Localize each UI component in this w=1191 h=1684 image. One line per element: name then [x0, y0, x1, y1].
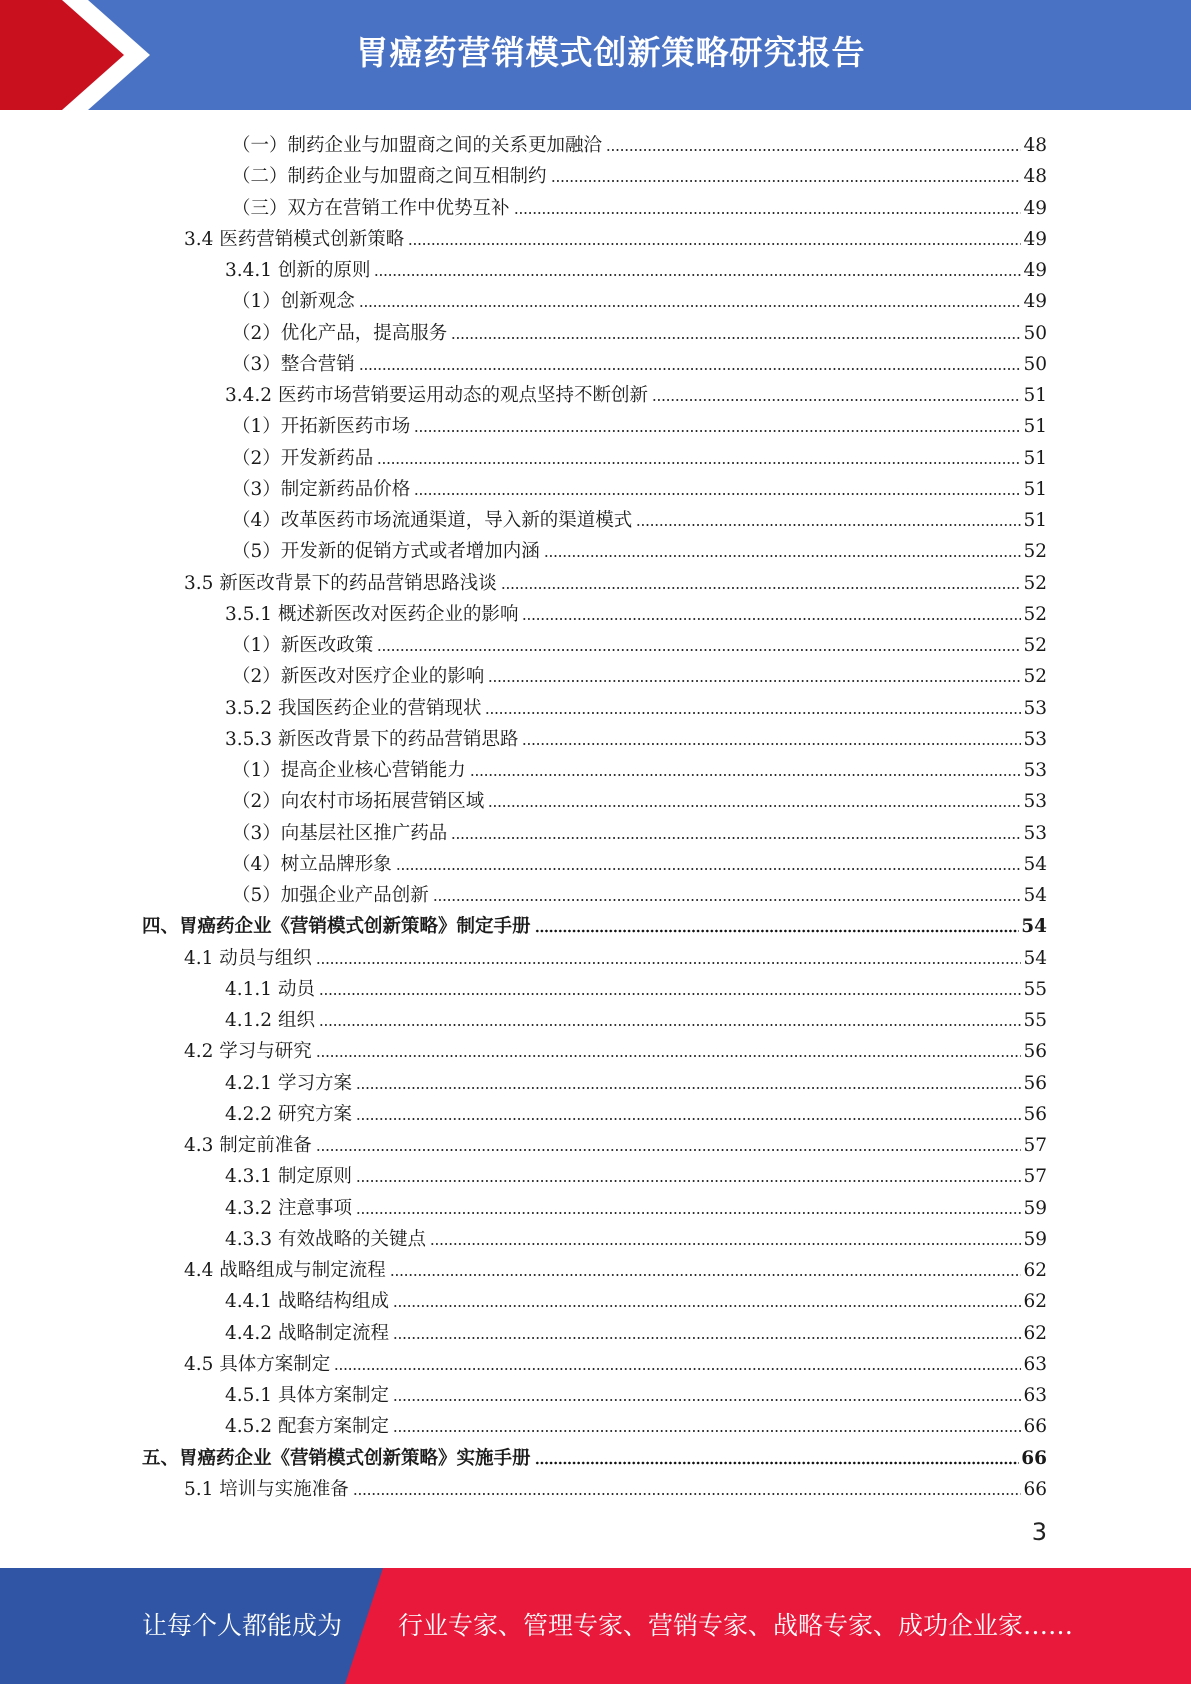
toc-entry-page: 56 — [1023, 1072, 1047, 1094]
toc-dot-leader — [390, 1273, 1022, 1277]
toc-entry[interactable] — [232, 846, 1047, 876]
toc-entry[interactable] — [184, 565, 1047, 595]
toc-entry-page: 59 — [1023, 1228, 1047, 1250]
toc-entry-page: 51 — [1023, 416, 1047, 438]
toc-entry-title: 3.5 新医改背景下的药品营销思路浅谈 — [184, 572, 497, 594]
toc-entry-title: 4.5.2 配套方案制定 — [225, 1416, 389, 1438]
toc-entry-title: 4.4.2 战略制定流程 — [225, 1322, 389, 1344]
toc-entry-page: 57 — [1023, 1135, 1047, 1156]
toc-dot-leader — [606, 148, 1021, 152]
toc-entry-page: 62 — [1023, 1260, 1047, 1281]
toc-dot-leader — [356, 1086, 1022, 1090]
toc-dot-leader — [470, 773, 1022, 777]
toc-dot-leader — [433, 898, 1022, 902]
toc-entry[interactable] — [184, 1127, 1047, 1157]
toc-dot-leader — [359, 367, 1022, 371]
toc-entry-title: 3.4.1 创新的原则 — [225, 260, 371, 281]
toc-dot-leader — [652, 398, 1021, 402]
toc-dot-leader — [319, 992, 1022, 996]
toc-dot-leader — [393, 1429, 1021, 1433]
toc-entry-title: （1）开拓新医药市场 — [232, 416, 411, 438]
toc-entry-page: 52 — [1023, 603, 1047, 625]
toc-entry-title: （2）开发新药品 — [232, 447, 374, 469]
toc-entry-title: 3.5.3 新医改背景下的药品营销思路 — [225, 728, 519, 750]
toc-entry[interactable] — [184, 1252, 1047, 1282]
toc-dot-leader — [544, 554, 1022, 558]
toc-entry-page: 52 — [1023, 572, 1047, 594]
toc-entry-title: 4.3.1 制定原则 — [225, 1166, 352, 1188]
toc-dot-leader — [377, 461, 1021, 465]
toc-entry[interactable] — [232, 408, 1047, 438]
toc-entry[interactable] — [225, 971, 1047, 1001]
toc-entry[interactable] — [232, 815, 1047, 845]
toc-entry-title: （4）改革医药市场流通渠道，导入新的渠道模式 — [232, 510, 633, 531]
toc-entry[interactable] — [225, 1002, 1047, 1032]
toc-entry-page: 49 — [1023, 260, 1047, 281]
toc-entry-page: 49 — [1023, 291, 1047, 313]
toc-entry[interactable] — [232, 315, 1047, 345]
toc-dot-leader — [359, 304, 1022, 308]
toc-entry-title: 3.4 医药营销模式创新策略 — [184, 228, 405, 250]
toc-entry[interactable] — [232, 283, 1047, 313]
toc-dot-leader — [319, 1023, 1022, 1027]
toc-entry-title: 3.5.1 概述新医改对医药企业的影响 — [225, 603, 519, 625]
toc-entry-title: （5）加强企业产品创新 — [232, 885, 429, 906]
toc-entry[interactable] — [232, 627, 1047, 657]
toc-entry-page: 66 — [1023, 1478, 1047, 1500]
toc-entry-title: （1）创新观念 — [232, 291, 355, 313]
toc-entry-title: （4）树立品牌形象 — [232, 853, 392, 875]
toc-entry-title: 3.5.2 我国医药企业的营销现状 — [225, 697, 482, 719]
toc-entry-title: 4.3 制定前准备 — [184, 1135, 312, 1156]
toc-entry-page: 53 — [1023, 822, 1047, 844]
toc-entry[interactable] — [225, 596, 1047, 626]
toc-entry-page: 62 — [1023, 1322, 1047, 1344]
toc-entry-page: 52 — [1023, 666, 1047, 688]
toc-entry-title: 4.4 战略组成与制定流程 — [184, 1260, 386, 1281]
toc-entry[interactable] — [232, 752, 1047, 782]
toc-dot-leader — [636, 523, 1021, 527]
toc-dot-leader — [522, 617, 1021, 621]
toc-entry[interactable] — [225, 1408, 1047, 1438]
toc-entry-title: 3.4.2 医药市场营销要运用动态的观点坚持不断创新 — [225, 385, 648, 406]
toc-dot-leader — [396, 867, 1022, 871]
toc-entry[interactable] — [225, 1065, 1047, 1095]
toc-entry[interactable] — [184, 221, 1047, 251]
toc-dot-leader — [488, 679, 1021, 683]
toc-entry-title: 五、胃癌药企业《营销模式创新策略》实施手册 — [142, 1447, 531, 1469]
document-title: 胃癌药营销模式创新策略研究报告 — [355, 33, 866, 72]
toc-entry[interactable] — [225, 1096, 1047, 1126]
toc-dot-leader — [414, 429, 1021, 433]
toc-entry-page: 62 — [1023, 1291, 1047, 1313]
toc-entry-title: 4.3.3 有效战略的关键点 — [225, 1228, 426, 1250]
toc-entry-title: 4.3.2 注意事项 — [225, 1197, 352, 1219]
toc-entry[interactable] — [232, 502, 1047, 532]
toc-entry-title: 4.2 学习与研究 — [184, 1041, 312, 1063]
toc-dot-leader — [356, 1179, 1022, 1183]
toc-entry[interactable] — [225, 1315, 1047, 1345]
toc-dot-leader — [374, 273, 1021, 277]
toc-entry-page: 66 — [1023, 1416, 1047, 1438]
toc-entry[interactable] — [225, 1221, 1047, 1251]
toc-entry[interactable] — [232, 658, 1047, 688]
toc-entry[interactable] — [232, 127, 1047, 157]
toc-entry[interactable] — [232, 533, 1047, 563]
toc-entry[interactable] — [232, 471, 1047, 501]
toc-entry[interactable] — [232, 877, 1047, 907]
toc-entry[interactable] — [184, 1033, 1047, 1063]
toc-entry-page: 53 — [1023, 760, 1047, 781]
toc-entry-title: （二）制药企业与加盟商之间互相制约 — [232, 166, 547, 188]
toc-entry-page: 54 — [1023, 947, 1047, 969]
toc-entry-page: 48 — [1023, 135, 1047, 156]
toc-entry-title: （1）新医改政策 — [232, 635, 374, 656]
toc-entry[interactable] — [184, 1471, 1047, 1501]
toc-dot-leader — [485, 711, 1021, 715]
footer-slogan-right: 行业专家、管理专家、营销专家、战略专家、成功企业家…… — [398, 1611, 1074, 1640]
toc-entry-title: 4.2.2 研究方案 — [225, 1103, 352, 1125]
page-footer — [0, 1568, 1191, 1684]
toc-dot-leader — [522, 742, 1021, 746]
toc-entry-page: 57 — [1023, 1166, 1047, 1188]
toc-entry-title: （5）开发新的促销方式或者增加内涵 — [232, 541, 540, 563]
page-number: 3 — [1031, 1518, 1047, 1546]
toc-entry-title: （2）优化产品，提高服务 — [232, 322, 448, 344]
toc-entry[interactable] — [225, 1158, 1047, 1188]
toc-entry-title: 4.5.1 具体方案制定 — [225, 1385, 389, 1406]
toc-entry-page: 48 — [1023, 166, 1047, 188]
toc-entry-page: 56 — [1023, 1103, 1047, 1125]
toc-entry[interactable] — [184, 1346, 1047, 1376]
toc-dot-leader — [430, 1242, 1021, 1246]
toc-dot-leader — [334, 1367, 1021, 1371]
toc-dot-leader — [488, 804, 1021, 808]
toc-dot-leader — [353, 1492, 1022, 1496]
toc-entry-page: 51 — [1023, 447, 1047, 469]
toc-entry-page: 52 — [1023, 541, 1047, 563]
toc-entry-title: （3）整合营销 — [232, 353, 355, 375]
toc-dot-leader — [393, 1336, 1021, 1340]
toc-entry-title: 4.1.2 组织 — [225, 1010, 315, 1031]
toc-entry[interactable] — [225, 721, 1047, 751]
toc-entry-title: （3）向基层社区推广药品 — [232, 822, 448, 844]
toc-entry-page: 53 — [1023, 791, 1047, 813]
toc-entry-title: （一）制药企业与加盟商之间的关系更加融洽 — [232, 135, 603, 156]
toc-entry-title: 5.1 培训与实施准备 — [184, 1478, 349, 1500]
toc-entry-page: 63 — [1023, 1353, 1047, 1375]
toc-dot-leader — [393, 1304, 1021, 1308]
toc-entry[interactable] — [232, 190, 1047, 220]
toc-entry[interactable] — [232, 440, 1047, 470]
toc-entry[interactable] — [225, 1190, 1047, 1220]
toc-entry-page: 52 — [1023, 635, 1047, 656]
toc-entry-title: 四、胃癌药企业《营销模式创新策略》制定手册 — [142, 916, 531, 938]
toc-dot-leader — [408, 242, 1021, 246]
toc-entry-title: 4.2.1 学习方案 — [225, 1072, 352, 1094]
toc-dot-leader — [501, 586, 1022, 590]
toc-dot-leader — [377, 648, 1021, 652]
toc-entry-page: 51 — [1023, 478, 1047, 500]
toc-entry-title: （2）向农村市场拓展营销区域 — [232, 791, 485, 813]
toc-dot-leader — [535, 929, 1020, 933]
toc-entry-page: 49 — [1023, 228, 1047, 250]
toc-dot-leader — [514, 211, 1022, 215]
toc-entry-page: 51 — [1023, 510, 1047, 531]
toc-entry-title: （1）提高企业核心营销能力 — [232, 760, 466, 781]
toc-dot-leader — [356, 1117, 1022, 1121]
toc-entry-title: （2）新医改对医疗企业的影响 — [232, 666, 485, 688]
toc-entry[interactable] — [225, 1377, 1047, 1407]
toc-entry-title: 4.1.1 动员 — [225, 978, 315, 1000]
toc-entry-title: 4.1 动员与组织 — [184, 947, 312, 969]
toc-dot-leader — [393, 1398, 1021, 1402]
footer-slogan-left: 让每个人都能成为 — [142, 1611, 343, 1640]
toc-dot-leader — [451, 836, 1021, 840]
toc-entry-page: 55 — [1023, 1010, 1047, 1031]
toc-entry-page: 56 — [1023, 1041, 1047, 1063]
toc-entry-page: 54 — [1023, 885, 1047, 906]
toc-entry[interactable] — [232, 783, 1047, 813]
toc-entry[interactable] — [142, 1440, 1047, 1470]
toc-entry-page: 53 — [1023, 697, 1047, 719]
toc-entry-page: 53 — [1023, 728, 1047, 750]
toc-entry[interactable] — [142, 908, 1047, 938]
toc-entry-title: （3）制定新药品价格 — [232, 478, 411, 500]
toc-entry-page: 55 — [1023, 978, 1047, 1000]
toc-entry-title: （三）双方在营销工作中优势互补 — [232, 197, 510, 219]
toc-entry-page: 54 — [1023, 853, 1047, 875]
toc-dot-leader — [551, 179, 1022, 183]
toc-entry-page: 54 — [1021, 916, 1047, 938]
toc-entry[interactable] — [225, 1283, 1047, 1313]
toc-entry-title: 4.4.1 战略结构组成 — [225, 1291, 389, 1313]
toc-entry[interactable] — [225, 377, 1047, 407]
toc-dot-leader — [316, 1148, 1022, 1152]
toc-entry[interactable] — [232, 346, 1047, 376]
toc-dot-leader — [535, 1461, 1020, 1465]
toc-dot-leader — [316, 961, 1022, 965]
toc-entry-title: 4.5 具体方案制定 — [184, 1353, 331, 1375]
toc-dot-leader — [316, 1054, 1022, 1058]
toc-dot-leader — [356, 1211, 1022, 1215]
toc-entry[interactable] — [225, 690, 1047, 720]
toc-dot-leader — [414, 492, 1021, 496]
page-header — [0, 0, 1191, 110]
toc-entry-page: 66 — [1021, 1447, 1047, 1469]
toc-entry-page: 50 — [1023, 322, 1047, 344]
toc-entry-page: 63 — [1023, 1385, 1047, 1406]
toc-entry-page: 50 — [1023, 353, 1047, 375]
toc-entry-page: 49 — [1023, 197, 1047, 219]
toc-entry[interactable] — [184, 940, 1047, 970]
toc-dot-leader — [451, 336, 1021, 340]
toc-entry-page: 59 — [1023, 1197, 1047, 1219]
toc-entry-page: 51 — [1023, 385, 1047, 406]
toc-entry[interactable] — [225, 252, 1047, 282]
toc-entry[interactable] — [232, 158, 1047, 188]
